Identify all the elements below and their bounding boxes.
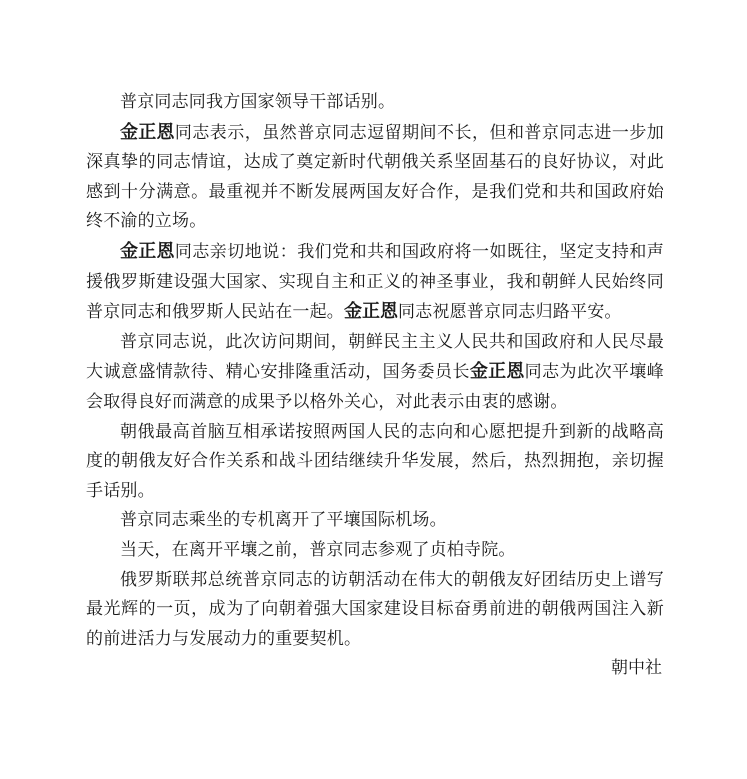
paragraph-7-text: 当天，在离开平壤之前，普京同志参观了贞柏寺院。 <box>120 539 516 560</box>
leader-name: 金正恩 <box>469 361 525 383</box>
paragraph-4 <box>86 328 664 418</box>
paragraph-1 <box>86 88 664 118</box>
paragraph-1-text: 普京同志同我方国家领导干部话别。 <box>120 92 396 112</box>
paragraph-3 <box>86 237 664 328</box>
leader-name: 金正恩 <box>344 301 398 323</box>
paragraph-3-text-a: 同志亲切地说：我们党和共和国政府将一如既往，坚定支持和声援俄罗斯建设强大国家、实现自主和正义的神圣事业，我和朝鲜人民始终同普京同志和俄罗斯人民站在一起。 <box>86 241 664 323</box>
leader-name: 金正恩 <box>120 240 175 262</box>
paragraph-2-text: 同志表示，虽然普京同志逗留期间不长，但和普京同志进一步加深真挚的同志情谊，达成了奠定新时代朝俄关系坚固基石的良好协议，对此感到十分满意。最重视并不断发展两国友好合作，是我们党和共和国政府始终不渝的立场。 <box>86 122 664 232</box>
news-agency-signature: 朝中社 <box>611 658 662 679</box>
paragraph-6-text: 普京同志乘坐的专机离开了平壤国际机场。 <box>120 510 447 531</box>
paragraph-4-text-a: 普京同志说，此次访问期间，朝鲜民主主义人民共和国政府和人民尽最大诚意盛情款待、精心安排隆重活动，国务委员长 <box>86 331 664 383</box>
paragraph-8-text: 俄罗斯联邦总统普京同志的访朝活动在伟大的朝俄友好团结历史上谱写最光辉的一页，成为了向朝着强大国家建设目标奋勇前进的朝俄两国注入新的前进活力与发展动力的重要契机。 <box>86 569 664 649</box>
paragraph-4-text-b: 同志为此次平壤峰会取得良好而满意的成果予以格外关心，对此表示由衷的感谢。 <box>86 362 664 412</box>
paragraph-7 <box>86 536 664 566</box>
article-body <box>86 88 664 684</box>
paragraph-2 <box>86 118 664 237</box>
leader-name: 金正恩 <box>120 121 175 143</box>
paragraph-5 <box>86 418 664 507</box>
paragraph-8 <box>86 566 664 655</box>
paragraph-3-text-b: 同志祝愿普京同志归路平安。 <box>398 302 622 323</box>
paragraph-6 <box>86 506 664 536</box>
paragraph-5-text: 朝俄最高首脑互相承诺按照两国人民的志向和心愿把提升到新的战略高度的朝俄友好合作关系和战斗团结继续升华发展，然后，热烈拥抱，亲切握手话别。 <box>86 421 664 501</box>
